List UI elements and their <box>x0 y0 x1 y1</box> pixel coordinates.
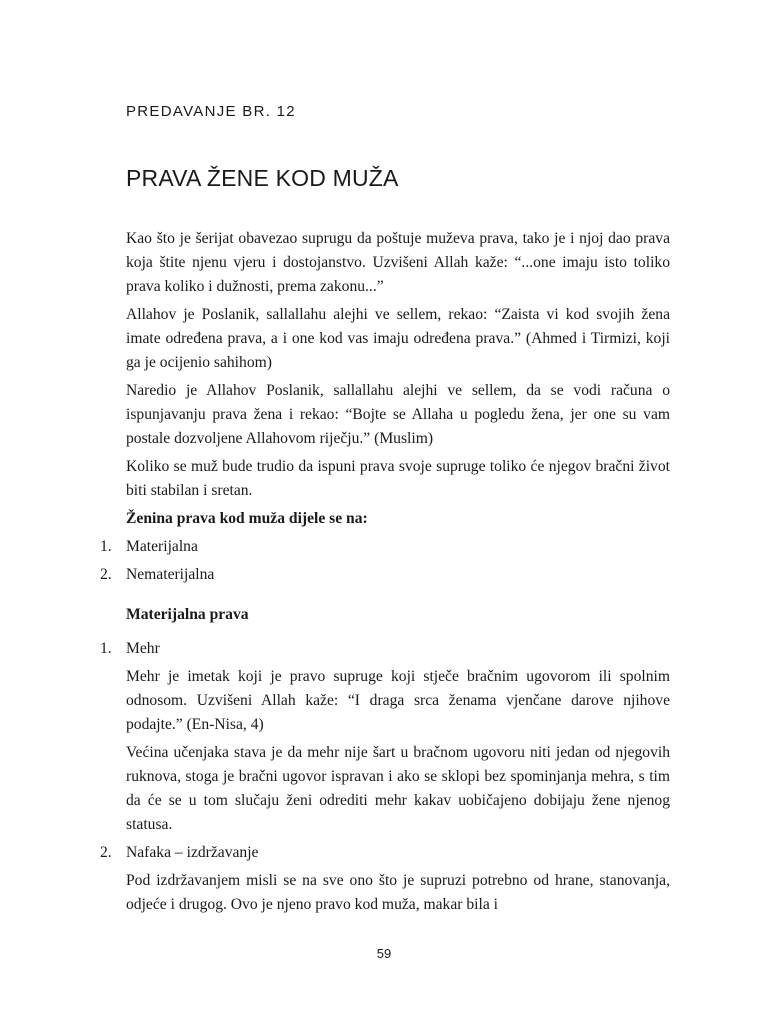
list-label: Materijalna <box>126 538 198 555</box>
list-number: 2. <box>100 566 112 583</box>
chapter-label: PREDAVANJE BR. 12 <box>126 103 296 120</box>
page-number: 59 <box>376 946 392 961</box>
list-number: 2. <box>100 844 112 861</box>
list-label: Mehr <box>126 640 160 657</box>
paragraph-mehr-1: Mehr je imetak koji je pravo supruge koji stječe bračnim ugovorom ili spolnim odnosom. Uzvišeni Allah kaže: “I draga srca ženama vjenčane darove njihove podajte.” (En-Nisa, 4) <box>126 668 670 733</box>
list-item <box>100 535 670 559</box>
paragraph-conclusion: Koliko se muž bude trudio da ispuni prava svoje supruge toliko će njegov bračni život biti stabilan i sretan. <box>126 458 670 499</box>
list-label: Nematerijalna <box>126 566 215 583</box>
list-label: Nafaka – izdržavanje <box>126 844 259 861</box>
division-heading: Ženina prava kod muža dijele se na: <box>126 510 368 527</box>
chapter-title: PRAVA ŽENE KOD MUŽA <box>126 165 399 191</box>
page-body <box>100 227 670 921</box>
list-item <box>100 841 670 865</box>
paragraph-nafaka-1: Pod izdržavanjem misli se na sve ono što je supruzi potrebno od hrane, stanovanja, odjeće i drugog. Ovo je njeno pravo kod muža, makar bila i <box>126 872 670 913</box>
paragraph-hadith-2: Naredio je Allahov Poslanik, sallallahu alejhi ve sellem, da se vodi računa o ispunjavanju prava žena i rekao: “Bojte se Allaha u pogledu žena, jer one su vam postale dozvoljene Allahovom riječju.” (Muslim) <box>126 382 670 447</box>
section-heading: Materijalna prava <box>126 606 249 623</box>
paragraph-hadith-1: Allahov je Poslanik, sallallahu alejhi ve sellem, rekao: “Zaista vi kod svojih žena imate određena prava, a i one kod vas imaju određena prava.” (Ahmed i Tirmizi, koji ga je ocijenio sahihom) <box>126 306 670 371</box>
list-item <box>100 563 670 587</box>
paragraph-intro: Kao što je šerijat obavezao suprugu da poštuje muževa prava, tako je i njoj dao prava koja štite njenu vjeru i dostojanstvo. Uzvišeni Allah kaže: “...one imaju isto toliko prava koliko i dužnosti, prema zakonu...” <box>126 230 670 295</box>
list-number: 1. <box>100 538 112 555</box>
list-item <box>100 637 670 661</box>
paragraph-mehr-2: Većina učenjaka stava je da mehr nije šart u bračnom ugovoru niti jedan od njegovih ruknova, stoga je bračni ugovor ispravan i ako se sklopi bez spominjanja mehra, s tim da će se u tom slučaju ženi odrediti mehr kakav uobičajeno dobijaju žene njenog statusa. <box>126 744 670 833</box>
list-number: 1. <box>100 640 112 657</box>
